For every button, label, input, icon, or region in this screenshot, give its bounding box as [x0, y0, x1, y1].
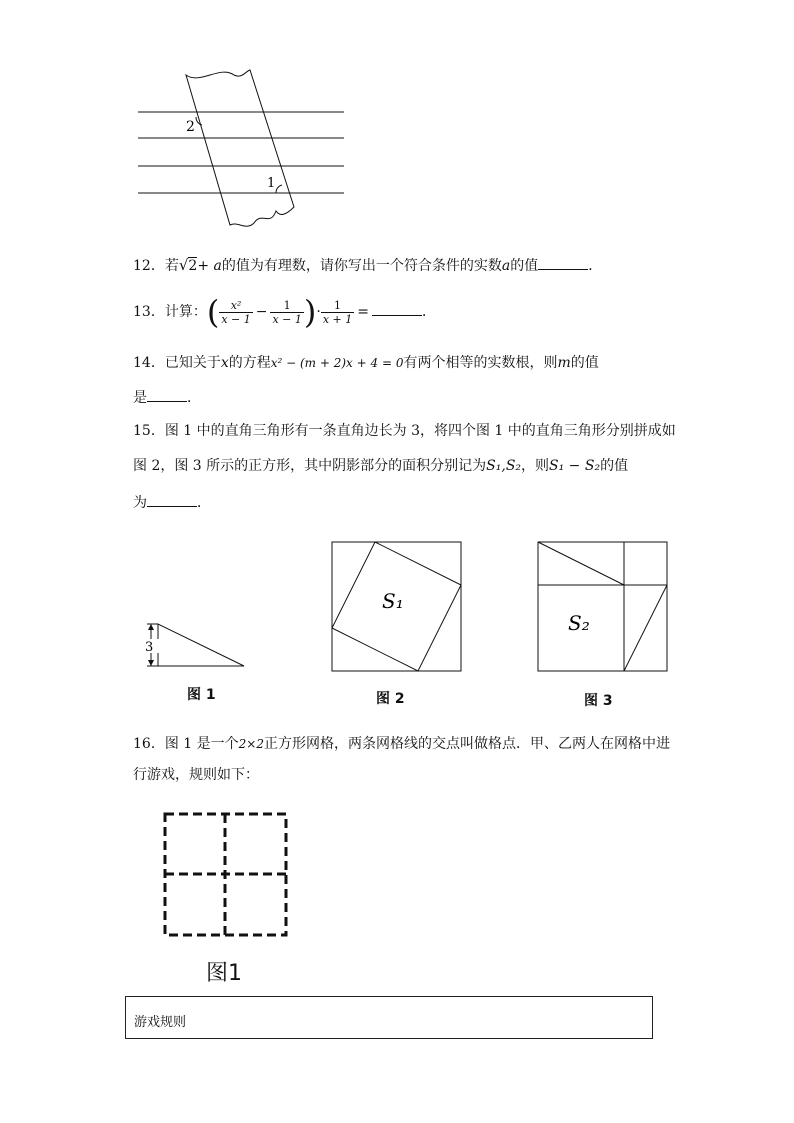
game-rules-title: 游戏规则 — [134, 1015, 187, 1030]
dashed-2x2-grid — [160, 810, 292, 940]
question-15-line2: 图 2，图 3 所示的正方形，其中阴影部分的面积分别记为S₁,S₂，则S₁ − S₂的值 — [133, 458, 629, 474]
angle-2-label: 2 — [186, 119, 195, 135]
parallel-lines-strip-figure — [130, 65, 360, 235]
figure-3-square — [536, 540, 670, 674]
figure-1-right-triangle — [138, 618, 250, 672]
question-14: 14．已知关于x的方程x² − (m + 2)x + 4 = 0有两个相等的实数根，则m的值 — [133, 355, 599, 371]
answer-blank[interactable] — [147, 494, 197, 507]
question-13: 13．计算：( $\frac{\text{x²}}{x - 1}$ − $\frac{1}{x - 1}$ )· $\frac{1}{x + 1}$ = ． — [133, 293, 436, 331]
grid-figure-caption: 图1 — [206, 961, 242, 986]
s2-label: S₂ — [568, 611, 590, 635]
question-16-line2: 行游戏，规则如下： — [133, 767, 259, 783]
question-15-line1: 15．图 1 中的直角三角形有一条直角边长为 3，将四个图 1 中的直角三角形分别拼成如 — [133, 423, 676, 439]
game-rules-box — [125, 996, 653, 1039]
side-length-label: 3 — [145, 640, 154, 655]
question-12: 12．若√2+ a的值为有理数，请你写出一个符合条件的实数a的值 ． — [133, 256, 603, 274]
figure-2-square — [330, 540, 464, 674]
figure-2-caption: 图 2 — [376, 691, 405, 707]
s1-label: S₁ — [382, 589, 404, 613]
answer-blank[interactable] — [372, 303, 422, 316]
angle-1-label: 1 — [267, 176, 276, 191]
figure-3-caption: 图 3 — [584, 693, 613, 709]
question-16-line1: 16．图 1 是一个2×2正方形网格，两条网格线的交点叫做格点．甲、乙两人在网格中进 — [133, 736, 670, 752]
answer-blank[interactable] — [538, 257, 588, 270]
answer-blank[interactable] — [147, 389, 187, 402]
figure-1-caption: 图 1 — [187, 687, 216, 703]
question-15-line3: 为 ． — [133, 495, 211, 511]
question-14-line2: 是 ． — [133, 390, 201, 406]
